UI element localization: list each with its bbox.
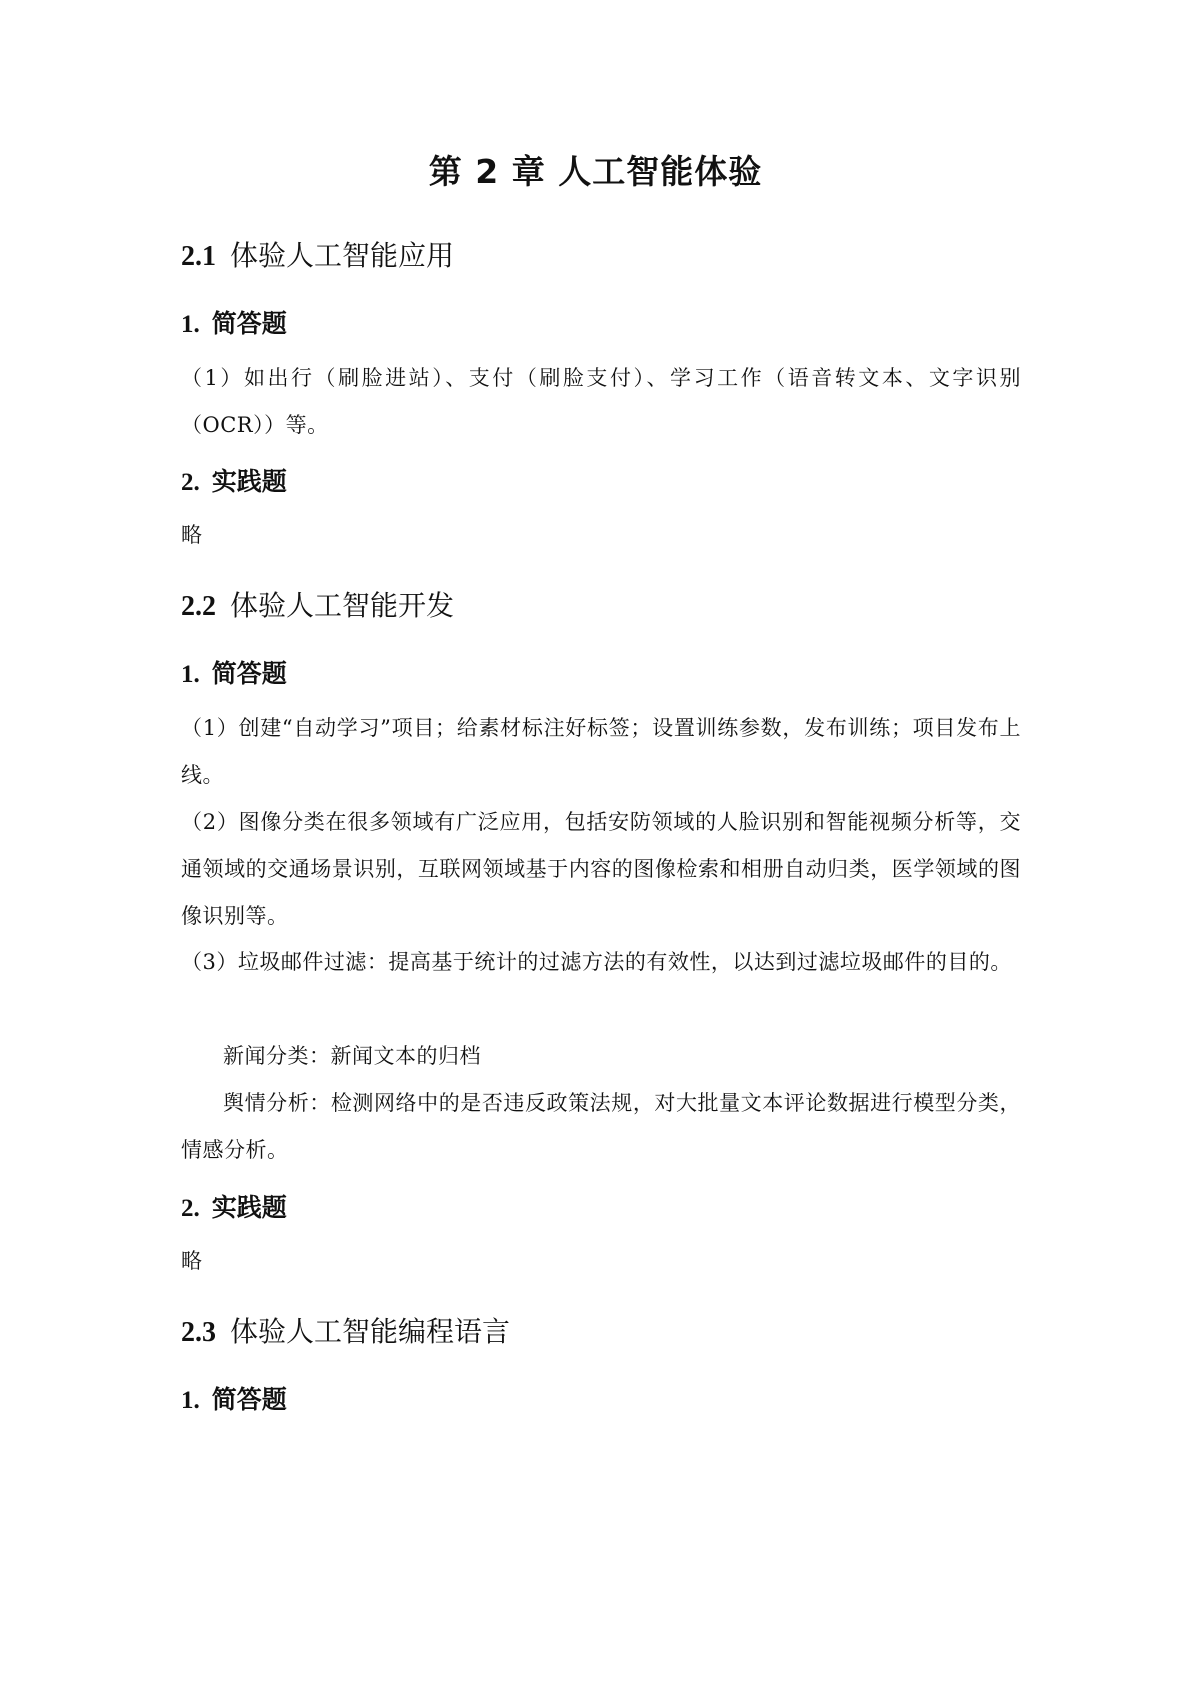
subsection-title: 简答题 (211, 1385, 287, 1414)
paragraph: （2）图像分类在很多领域有广泛应用，包括安防领域的人脸识别和智能视频分析等，交通领域的交通场景识别，互联网领域基于内容的图像检索和相册自动归类，医学领域的图像识别等。 (181, 810, 1021, 928)
section-title: 体验人工智能编程语言 (230, 1315, 511, 1348)
subsection-title: 简答题 (211, 659, 287, 688)
paragraph: 略 (181, 523, 203, 547)
subsection-heading-2-1-1 (181, 306, 287, 343)
section-number: 2.3 (181, 1317, 216, 1348)
paragraph: （3）垃圾邮件过滤：提高基于统计的过滤方法的有效性，以达到过滤垃圾邮件的目的。 (181, 950, 1012, 974)
section-number: 2.1 (181, 241, 216, 272)
subsection-heading-2-2-1 (181, 656, 287, 693)
section-title: 体验人工智能开发 (230, 589, 455, 622)
section-heading-2-3 (181, 1312, 510, 1353)
section-heading-2-1 (181, 236, 454, 277)
subsection-heading-2-1-2 (181, 464, 287, 501)
chapter-title: 第 2 章 人工智能体验 (428, 152, 763, 191)
subsection-heading-2-2-2 (181, 1190, 287, 1227)
paragraph: （1）如出行（刷脸进站）、支付（刷脸支付）、学习工作（语音转文本、文字识别（OCR））等。 (181, 366, 1021, 437)
subsection-heading-2-3-1 (181, 1382, 287, 1419)
subsection-title: 实践题 (211, 467, 287, 496)
section-title: 体验人工智能应用 (230, 239, 455, 272)
paragraph: 新闻分类：新闻文本的归档 (223, 1044, 481, 1068)
subsection-number: 1. (181, 1387, 200, 1414)
subsection-number: 2. (181, 469, 200, 496)
subsection-title: 实践题 (211, 1193, 287, 1222)
subsection-number: 2. (181, 1195, 200, 1222)
paragraph: 略 (181, 1249, 203, 1273)
paragraph: 舆情分析：检测网络中的是否违反政策法规，对大批量文本评论数据进行模型分类，情感分析。 (181, 1091, 1021, 1162)
section-number: 2.2 (181, 591, 216, 622)
subsection-number: 1. (181, 661, 200, 688)
subsection-title: 简答题 (211, 309, 287, 338)
paragraph: （1）创建“自动学习”项目；给素材标注好标签；设置训练参数，发布训练；项目发布上线。 (181, 716, 1021, 787)
subsection-number: 1. (181, 311, 200, 338)
section-heading-2-2 (181, 586, 454, 627)
